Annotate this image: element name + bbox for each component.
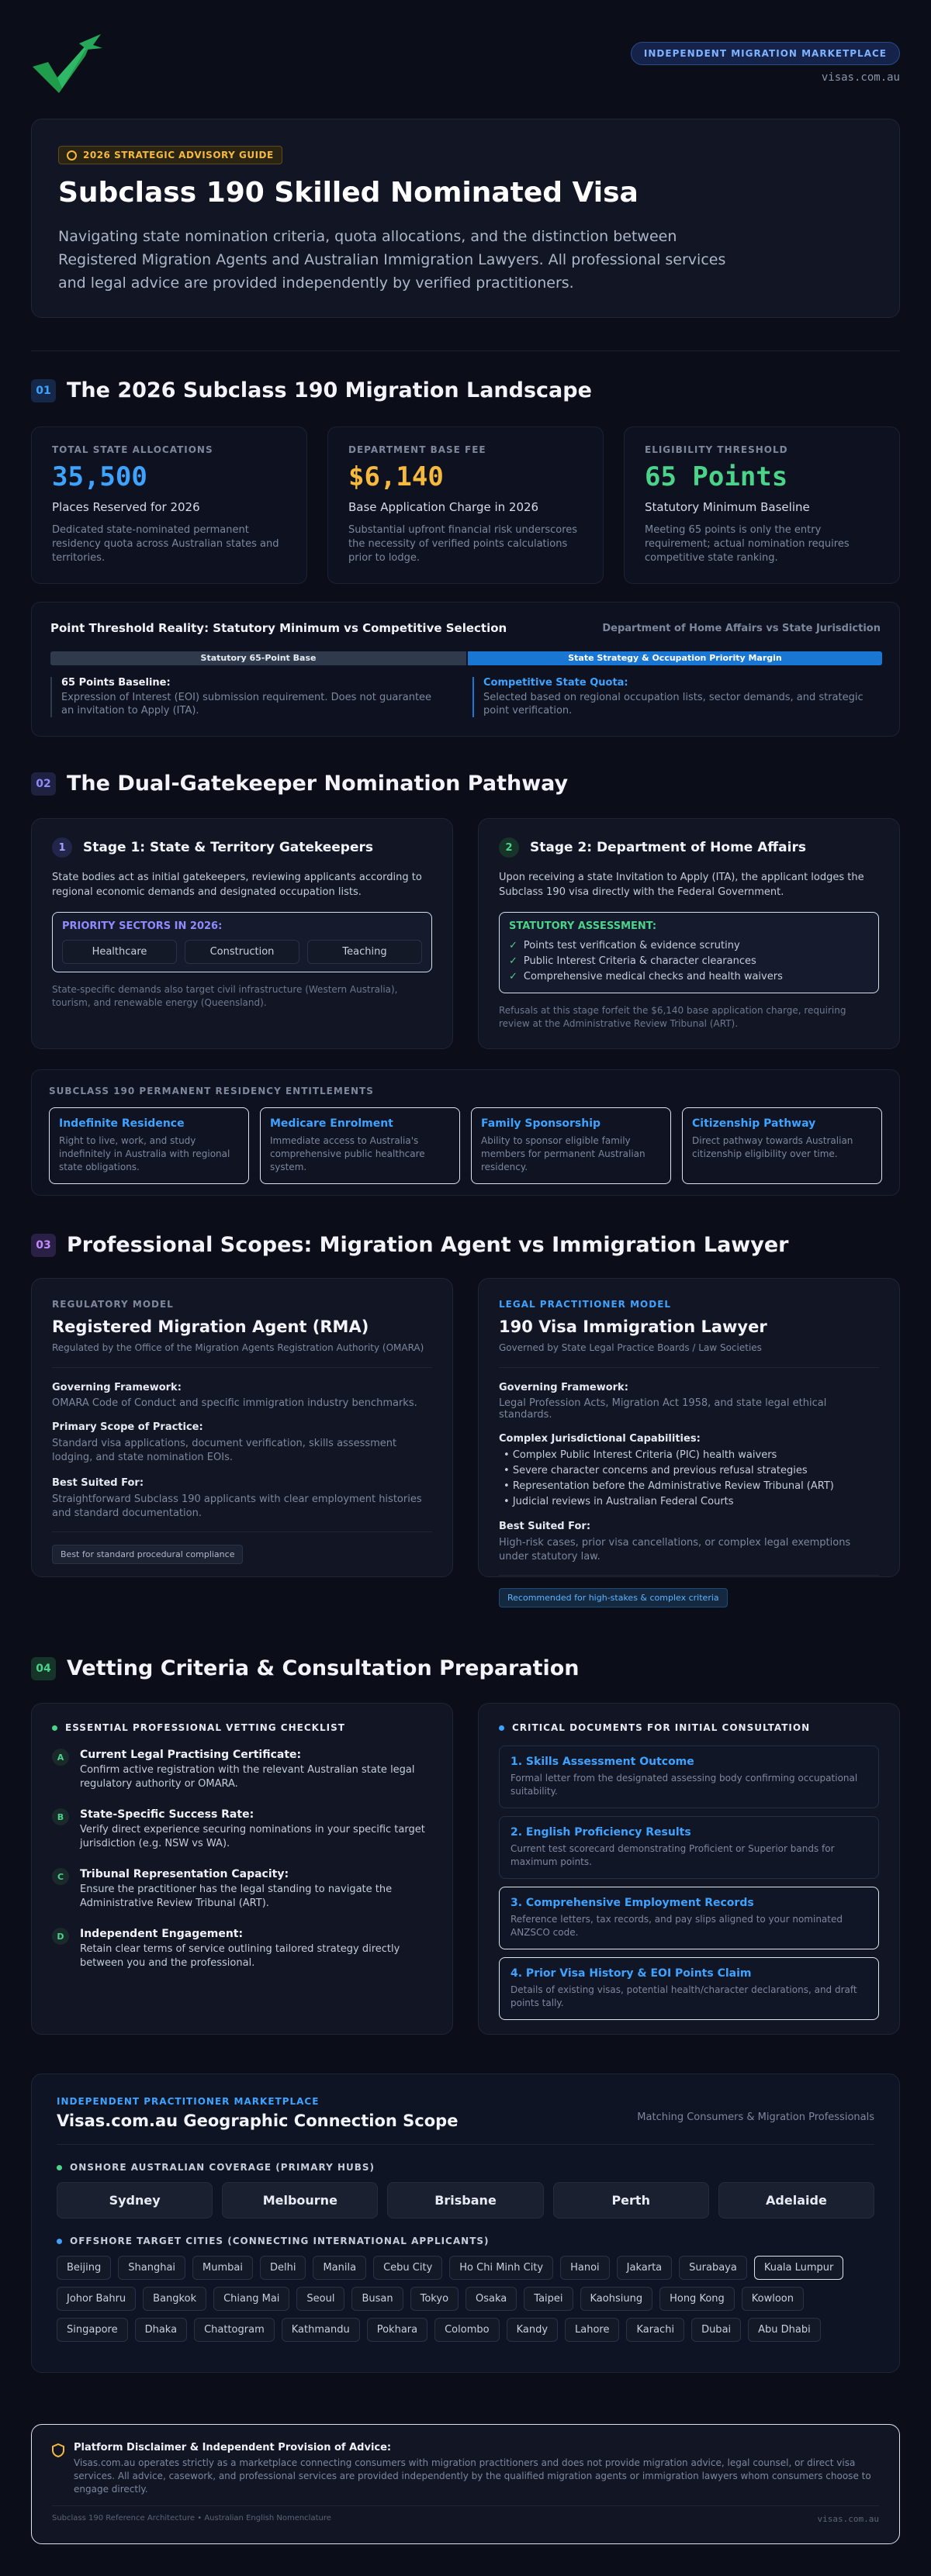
- hub-perth[interactable]: Perth: [553, 2182, 709, 2219]
- stat-value: 35,500: [52, 461, 147, 492]
- hub-brisbane[interactable]: Brisbane: [387, 2182, 543, 2219]
- shield-icon: [52, 2443, 64, 2496]
- document-item[interactable]: 3. Comprehensive Employment Records Reference letters, tax records, and pay slips aligned to your nominated ANZSCO code.: [499, 1887, 879, 1949]
- check-item: ✓ Public Interest Criteria & character clearances: [509, 955, 756, 967]
- marketplace-badge: INDEPENDENT MIGRATION MARKETPLACE: [631, 42, 900, 65]
- capability-item: • Representation before the Administrative Review Tribunal (ART): [504, 1480, 834, 1492]
- bar-state-margin: State Strategy & Occupation Priority Margin: [468, 651, 882, 665]
- vet-item: A Current Legal Practising Certificate: Confirm active registration with the relevant Australian state legal regulatory authority or OMARA.: [52, 1749, 432, 1791]
- check-icon: ✓: [509, 940, 517, 951]
- sector-chip: Teaching: [307, 940, 422, 964]
- stat-card-fee: DEPARTMENT BASE FEE $6,140 Base Application Charge in 2026 Substantial upfront financial risk underscores the necessity of verified points calculations prior to lodge.: [327, 426, 604, 584]
- city-chip[interactable]: Busan: [351, 2287, 403, 2311]
- vetting-checklist-card: ESSENTIAL PROFESSIONAL VETTING CHECKLIST A Current Legal Practising Certificate: Confirm active registration with the relevant Australian state legal regulatory authority or OMARA. B State-Specific Success Rate: Verify direct experience securing nominations in your specific target jurisdiction (e.g. NSW vs WA). C Tribunal Representation Capacity: Ensure the practitioner has the legal standing to navigate the Administrative Review Tribunal (ART). D Independent Engagement: Retain clear terms of service outlining tailored strategy directly between you and the professional.: [31, 1703, 453, 2035]
- page-title: Subclass 190 Skilled Nominated Visa: [58, 177, 639, 209]
- city-chip[interactable]: Chattogram: [194, 2318, 275, 2342]
- city-chip[interactable]: Kaohsiung: [580, 2287, 653, 2311]
- section-number: 04: [31, 1657, 56, 1680]
- rma-card: REGULATORY MODEL Registered Migration Agent (RMA) Regulated by the Office of the Migration Agents Registration Authority (OMARA) Governing Framework: OMARA Code of Conduct and specific immigration industry benchmarks. Primary Scope of Practice: Standard visa applications, document verification, skills assessment lodging, and state nomination EOIs. Best Suited For: Straightforward Subclass 190 applicants with clear employment histories and standard documentation. Best for standard procedural compliance: [31, 1278, 453, 1577]
- footer-domain[interactable]: visas.com.au: [817, 2514, 879, 2524]
- lawyer-card: LEGAL PRACTITIONER MODEL 190 Visa Immigration Lawyer Governed by State Legal Practice Boards / Law Societies Governing Framework: Legal Profession Acts, Migration Act 1958, and state legal ethical standards. Complex Jurisdictional Capabilities: • Complex Public Interest Criteria (PIC) health waivers • Severe character concerns and previous refusal strategies • Representation before the Administrative Review Tribunal (ART) • Judicial reviews in Australian Federal Courts Best Suited For: High-risk cases, prior visa cancellations, or complex legal exemptions under statutory law. Recommended for high-stakes & complex criteria: [478, 1278, 900, 1577]
- city-chip[interactable]: Johor Bahru: [57, 2287, 136, 2311]
- clock-icon: [67, 150, 77, 161]
- city-chip[interactable]: Beijing: [57, 2256, 111, 2280]
- strategic-guide-tag: 2026 STRATEGIC ADVISORY GUIDE: [58, 146, 282, 164]
- threshold-bar: [50, 651, 882, 665]
- sector-chip: Construction: [185, 940, 299, 964]
- stage-2-card: 2 Stage 2: Department of Home Affairs Upon receiving a state Invitation to Apply (ITA), the applicant lodges the Subclass 190 visa directly with the Federal Government. STATUTORY ASSESSMENT: ✓ Points test verification & evidence scrutiny ✓ Public Interest Criteria & character clearances ✓ Comprehensive medical checks and health waivers Refusals at this stage forfeit the $6,140 base application charge, requiring review at the Administrative Review Tribunal (ART).: [478, 818, 900, 1049]
- entitlements-card: SUBCLASS 190 PERMANENT RESIDENCY ENTITLEMENTS Indefinite Residence Right to live, work, and study indefinitely in Australia with regional state obligations. Medicare Enrolment Immediate access to Australia's comprehensive public healthcare system. Family Sponsorship Ability to sponsor eligible family members for permanent Australian residency. Citizenship Pathway Direct pathway towards Australian citizenship eligibility over time.: [31, 1069, 900, 1196]
- lawyer-tag: Recommended for high-stakes & complex criteria: [499, 1588, 728, 1607]
- bullet-icon: [499, 1725, 504, 1731]
- city-chip[interactable]: Singapore: [57, 2318, 128, 2342]
- city-chip[interactable]: Kandy: [507, 2318, 558, 2342]
- stage-1-card: 1 Stage 1: State & Territory Gatekeepers State bodies act as initial gatekeepers, reviewing applicants according to regional economic demands and designated occupation lists. PRIORITY SECTORS IN 2026: Healthcare Construction Teaching State-specific demands also target civil infrastructure (Western Australia), tourism, and renewable energy (Queensland).: [31, 818, 453, 1049]
- city-chip[interactable]: Bangkok: [143, 2287, 206, 2311]
- city-chip[interactable]: Mumbai: [192, 2256, 253, 2280]
- city-chip[interactable]: Kuala Lumpur: [754, 2256, 844, 2280]
- entitlement-card[interactable]: Family Sponsorship Ability to sponsor eligible family members for permanent Australian residency.: [471, 1107, 671, 1184]
- bar-statutory-base: Statutory 65-Point Base: [50, 651, 466, 665]
- priority-sectors-box: PRIORITY SECTORS IN 2026: Healthcare Construction Teaching: [52, 912, 432, 972]
- city-chip[interactable]: Delhi: [260, 2256, 306, 2280]
- documents-card: CRITICAL DOCUMENTS FOR INITIAL CONSULTATION 1. Skills Assessment Outcome Formal letter from the designated assessing body confirming occupational suitability. 2. English Proficiency Results Current test scorecard demonstrating Proficient or Superior bands for maximum points. 3. Comprehensive Employment Records Reference letters, tax records, and pay slips aligned to your nominated ANZSCO code. 4. Prior Visa History & EOI Points Claim Details of existing visas, potential health/character declarations, and draft points tally.: [478, 1703, 900, 2035]
- header-domain[interactable]: visas.com.au: [821, 71, 900, 84]
- city-chip[interactable]: Chiang Mai: [213, 2287, 289, 2311]
- section-number: 03: [31, 1234, 56, 1257]
- bullet-icon: [52, 1725, 57, 1731]
- entitlement-card[interactable]: Citizenship Pathway Direct pathway towards Australian citizenship eligibility over time.: [682, 1107, 882, 1184]
- city-chip[interactable]: Cebu City: [373, 2256, 442, 2280]
- section-1-heading: 01 The 2026 Subclass 190 Migration Landscape: [31, 378, 592, 402]
- divider: [31, 350, 900, 351]
- statutory-assessment-box: STATUTORY ASSESSMENT: ✓ Points test verification & evidence scrutiny ✓ Public Interest Criteria & character clearances ✓ Comprehensive medical checks and health waivers: [499, 912, 879, 993]
- section-4-heading: 04 Vetting Criteria & Consultation Preparation: [31, 1656, 580, 1680]
- city-chip[interactable]: Ho Chi Minh City: [449, 2256, 553, 2280]
- city-chip[interactable]: Kowloon: [742, 2287, 804, 2311]
- capability-item: • Severe character concerns and previous refusal strategies: [504, 1465, 808, 1476]
- vet-item: C Tribunal Representation Capacity: Ensure the practitioner has the legal standing to navigate the Administrative Review Tribunal (ART).: [52, 1868, 432, 1911]
- city-chip[interactable]: Colombo: [434, 2318, 499, 2342]
- check-item: ✓ Points test verification & evidence scrutiny: [509, 940, 740, 951]
- city-chip[interactable]: Hong Kong: [659, 2287, 735, 2311]
- city-chip[interactable]: Surabaya: [679, 2256, 747, 2280]
- hub-adelaide[interactable]: Adelaide: [718, 2182, 874, 2219]
- hero-description: Navigating state nomination criteria, quota allocations, and the distinction between Registered Migration Agents and Australian Immigration Lawyers. All professional services and legal advice are provided independently by verified practitioners.: [58, 228, 726, 292]
- stat-value: $6,140: [348, 461, 444, 492]
- check-item: ✓ Comprehensive medical checks and health waivers: [509, 971, 783, 982]
- city-chip[interactable]: Manila: [313, 2256, 366, 2280]
- city-chip[interactable]: Dhaka: [135, 2318, 187, 2342]
- stat-card-threshold: ELIGIBILITY THRESHOLD 65 Points Statutory Minimum Baseline Meeting 65 points is only the entry requirement; actual nomination requires competitive state ranking.: [624, 426, 900, 584]
- document-item[interactable]: 2. English Proficiency Results Current test scorecard demonstrating Proficient or Superior bands for maximum points.: [499, 1816, 879, 1879]
- capability-item: • Complex Public Interest Criteria (PIC) health waivers: [504, 1449, 777, 1461]
- vet-item: D Independent Engagement: Retain clear terms of service outlining tailored strategy directly between you and the professional.: [52, 1928, 432, 1970]
- threshold-card: Point Threshold Reality: Statutory Minimum vs Competitive Selection Department of Home Affairs vs State Jurisdiction Statutory 65-Point Base State Strategy & Occupation Priority Margin 65 Points Baseline: Expression of Interest (EOI) submission requirement. Does not guarantee an invitation to Apply (ITA). Competitive State Quota: Selected based on regional occupation lists, sector demands, and strategic point verification.: [31, 602, 900, 737]
- city-chip[interactable]: Jakarta: [617, 2256, 672, 2280]
- section-number: 01: [31, 379, 56, 402]
- check-icon: ✓: [509, 955, 517, 967]
- city-chip[interactable]: Dubai: [691, 2318, 741, 2342]
- sector-chip: Healthcare: [62, 940, 177, 964]
- rma-tag: Best for standard procedural compliance: [52, 1545, 243, 1564]
- city-chip[interactable]: Osaka: [466, 2287, 517, 2311]
- check-icon: ✓: [509, 971, 517, 982]
- entitlement-card[interactable]: Indefinite Residence Right to live, work, and study indefinitely in Australia with regional state obligations.: [49, 1107, 249, 1184]
- city-chip[interactable]: Shanghai: [118, 2256, 185, 2280]
- disclaimer-card: Platform Disclaimer & Independent Provision of Advice: Visas.com.au operates strictly as a marketplace connecting consumers with migration practitioners and does not provide migration advice, legal counsel, or direct visa services. All advice, casework, and professional services are provided independently by the qualified migration agents or immigration lawyers whom consumers choose to engage directly. Subclass 190 Reference Architecture • Australian English Nomenclature visas.com.au: [31, 2424, 900, 2544]
- section-number: 02: [31, 772, 56, 796]
- city-chip[interactable]: Tokyo: [410, 2287, 459, 2311]
- section-3-heading: 03 Professional Scopes: Migration Agent vs Immigration Lawyer: [31, 1233, 788, 1257]
- hub-sydney[interactable]: Sydney: [57, 2182, 213, 2219]
- city-chip[interactable]: Hanoi: [560, 2256, 610, 2280]
- city-chip[interactable]: Taipei: [524, 2287, 573, 2311]
- stat-card-allocations: TOTAL STATE ALLOCATIONS 35,500 Places Reserved for 2026 Dedicated state-nominated permanent residency quota across Australian states and territories.: [31, 426, 307, 584]
- section-2-heading: 02 The Dual-Gatekeeper Nomination Pathway: [31, 772, 568, 796]
- hub-melbourne[interactable]: Melbourne: [222, 2182, 378, 2219]
- city-chip[interactable]: Seoul: [296, 2287, 344, 2311]
- capability-item: • Judicial reviews in Australian Federal Courts: [504, 1496, 734, 1507]
- bullet-icon: [57, 2239, 62, 2244]
- document-item[interactable]: 1. Skills Assessment Outcome Formal letter from the designated assessing body confirming occupational suitability.: [499, 1746, 879, 1808]
- city-chip[interactable]: Abu Dhabi: [748, 2318, 821, 2342]
- geographic-scope-card: INDEPENDENT PRACTITIONER MARKETPLACE Visas.com.au Geographic Connection Scope Matching Consumers & Migration Professionals ONSHORE AUSTRALIAN COVERAGE (PRIMARY HUBS) Sydney Melbourne Brisbane Perth Adelaide OFFSHORE TARGET CITIES (CONNECTING INTERNATIONAL APPLICANTS) Beijing Shanghai Mumbai Delhi Manila Cebu City Ho Chi Minh City Hanoi Jakarta Surabaya Kuala Lumpur Johor Bahru Bangkok Chiang Mai Seoul Busan Tokyo Osaka Taipei Kaohsiung Hong Kong Kowloon Singapore Dhaka Chattogram Kathmandu Pokhara Colombo Kandy Lahore Karachi Dubai Abu Dhabi: [31, 2074, 900, 2373]
- vet-item: B State-Specific Success Rate: Verify direct experience securing nominations in your specific target jurisdiction (e.g. NSW vs WA).: [52, 1808, 432, 1851]
- hero-card: [31, 119, 900, 318]
- city-chip[interactable]: Kathmandu: [282, 2318, 360, 2342]
- bullet-icon: [57, 2165, 62, 2170]
- city-chip[interactable]: Pokhara: [367, 2318, 427, 2342]
- city-chip[interactable]: Lahore: [565, 2318, 619, 2342]
- document-item[interactable]: 4. Prior Visa History & EOI Points Claim Details of existing visas, potential health/character declarations, and draft points tally.: [499, 1957, 879, 2020]
- logo[interactable]: [31, 33, 106, 95]
- city-chip[interactable]: Karachi: [626, 2318, 684, 2342]
- entitlement-card[interactable]: Medicare Enrolment Immediate access to Australia's comprehensive public healthcare system.: [260, 1107, 460, 1184]
- checkmark-plane-icon: [31, 33, 106, 95]
- stat-value: 65 Points: [645, 461, 788, 492]
